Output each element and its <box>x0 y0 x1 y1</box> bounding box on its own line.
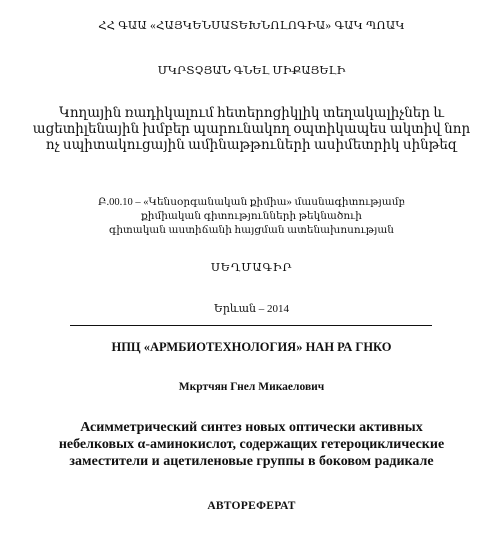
armenian-title-line-1: Կողային ռադիկալում հետերոցիկլիկ տեղակալիչներ և <box>59 105 444 120</box>
russian-title-line-3: заместители и ацетиленовые группы в боковом радикале <box>69 454 434 469</box>
armenian-specialty-line-2: քիմիական գիտությունների թեկնածուի <box>141 211 362 222</box>
armenian-document-type: ՍԵՂՄԱԳԻՐ <box>210 262 293 274</box>
armenian-author: ՄԿՐՏՉՅԱՆ ԳՆԵԼ ՄԻՔԱՅԵԼԻ <box>157 65 346 77</box>
russian-title-line-2: небелковых α-аминокислот, содержащих гетероциклические <box>58 437 445 452</box>
russian-document-type: АВТОРЕФЕРАТ <box>207 500 296 512</box>
armenian-organization: ՀՀ ԳԱԱ «ՀԱՅԿԵՆՍԱՏԵԽՆՈԼՈԳԻԱ» ԳԱԿ ՊՈԱԿ <box>98 20 405 32</box>
russian-author: Мкртчян Гнел Микаелович <box>178 381 325 393</box>
russian-organization: НПЦ «АРМБИОТЕХНОЛОГИЯ» НАН РА ГНКО <box>111 340 392 354</box>
russian-title-line-1: Асимметрический синтез новых оптически активных <box>80 420 423 435</box>
armenian-specialty-line-3: գիտական աստիճանի հայցման ատենախոսության <box>109 225 394 236</box>
armenian-city-year: Երևան – 2014 <box>213 303 290 315</box>
armenian-specialty-line-1: Բ.00.10 – «Կենսօրգանական քիմիա» մասնագիտությամբ <box>97 197 405 208</box>
section-divider <box>70 325 432 326</box>
armenian-title-line-3: ոչ սպիտակուցային ամինաթթուների ասիմետրիկ սինթեզ <box>45 137 458 152</box>
armenian-title-line-2: ացետիլենային խմբեր պարունակող օպտիկապես ակտիվ նոր <box>32 121 471 136</box>
